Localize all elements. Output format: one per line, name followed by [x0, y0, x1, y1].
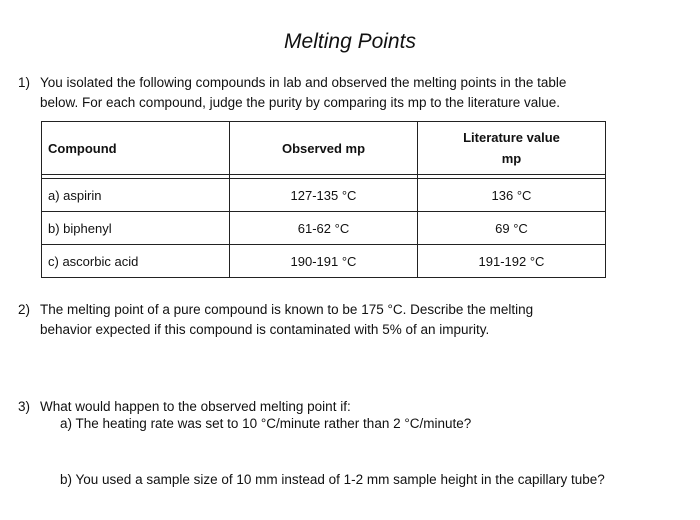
question-2-line-1: The melting point of a pure compound is known to be 175 °C. Describe the melting: [40, 302, 534, 317]
cell-compound: b) biphenyl: [42, 212, 230, 245]
header-literature-line-2: mp: [501, 151, 522, 166]
table-row: [42, 179, 606, 212]
melting-point-table: [41, 121, 606, 278]
header-literature-line-1: Literature value: [463, 130, 560, 145]
question-3-line-1: What would happen to the observed melting point if:: [40, 399, 351, 414]
question-1-line-1: You isolated the following compounds in lab and observed the melting points in the table: [40, 75, 567, 90]
question-2-line-2: behavior expected if this compound is contaminated with 5% of an impurity.: [40, 322, 490, 337]
header-observed-mp: Observed mp: [230, 122, 418, 175]
table-row: [42, 245, 606, 278]
question-1-number: 1): [18, 75, 31, 90]
cell-observed-mp: 190-191 °C: [230, 245, 418, 278]
cell-literature-mp: 136 °C: [418, 179, 606, 212]
cell-literature-mp: 69 °C: [418, 212, 606, 245]
cell-observed-mp: 61-62 °C: [230, 212, 418, 245]
question-1-line-2: below. For each compound, judge the purity by comparing its mp to the literature value.: [40, 95, 561, 110]
cell-observed-mp: 127-135 °C: [230, 179, 418, 212]
question-3a: a) The heating rate was set to 10 °C/minute rather than 2 °C/minute?: [60, 416, 472, 431]
table-header-row: [42, 122, 606, 175]
table-row: [42, 212, 606, 245]
header-literature-value: [418, 122, 606, 175]
question-2: [18, 300, 533, 340]
question-2-number: 2): [18, 302, 31, 317]
cell-compound: a) aspirin: [42, 179, 230, 212]
question-1: [18, 73, 566, 113]
question-3b: b) You used a sample size of 10 mm instead of 1-2 mm sample height in the capillary tube?: [60, 472, 605, 487]
header-compound: Compound: [42, 122, 230, 175]
question-3: [18, 397, 351, 417]
page-title: Melting Points: [284, 30, 416, 53]
cell-compound: c) ascorbic acid: [42, 245, 230, 278]
question-3-number: 3): [18, 399, 31, 414]
cell-literature-mp: 191-192 °C: [418, 245, 606, 278]
